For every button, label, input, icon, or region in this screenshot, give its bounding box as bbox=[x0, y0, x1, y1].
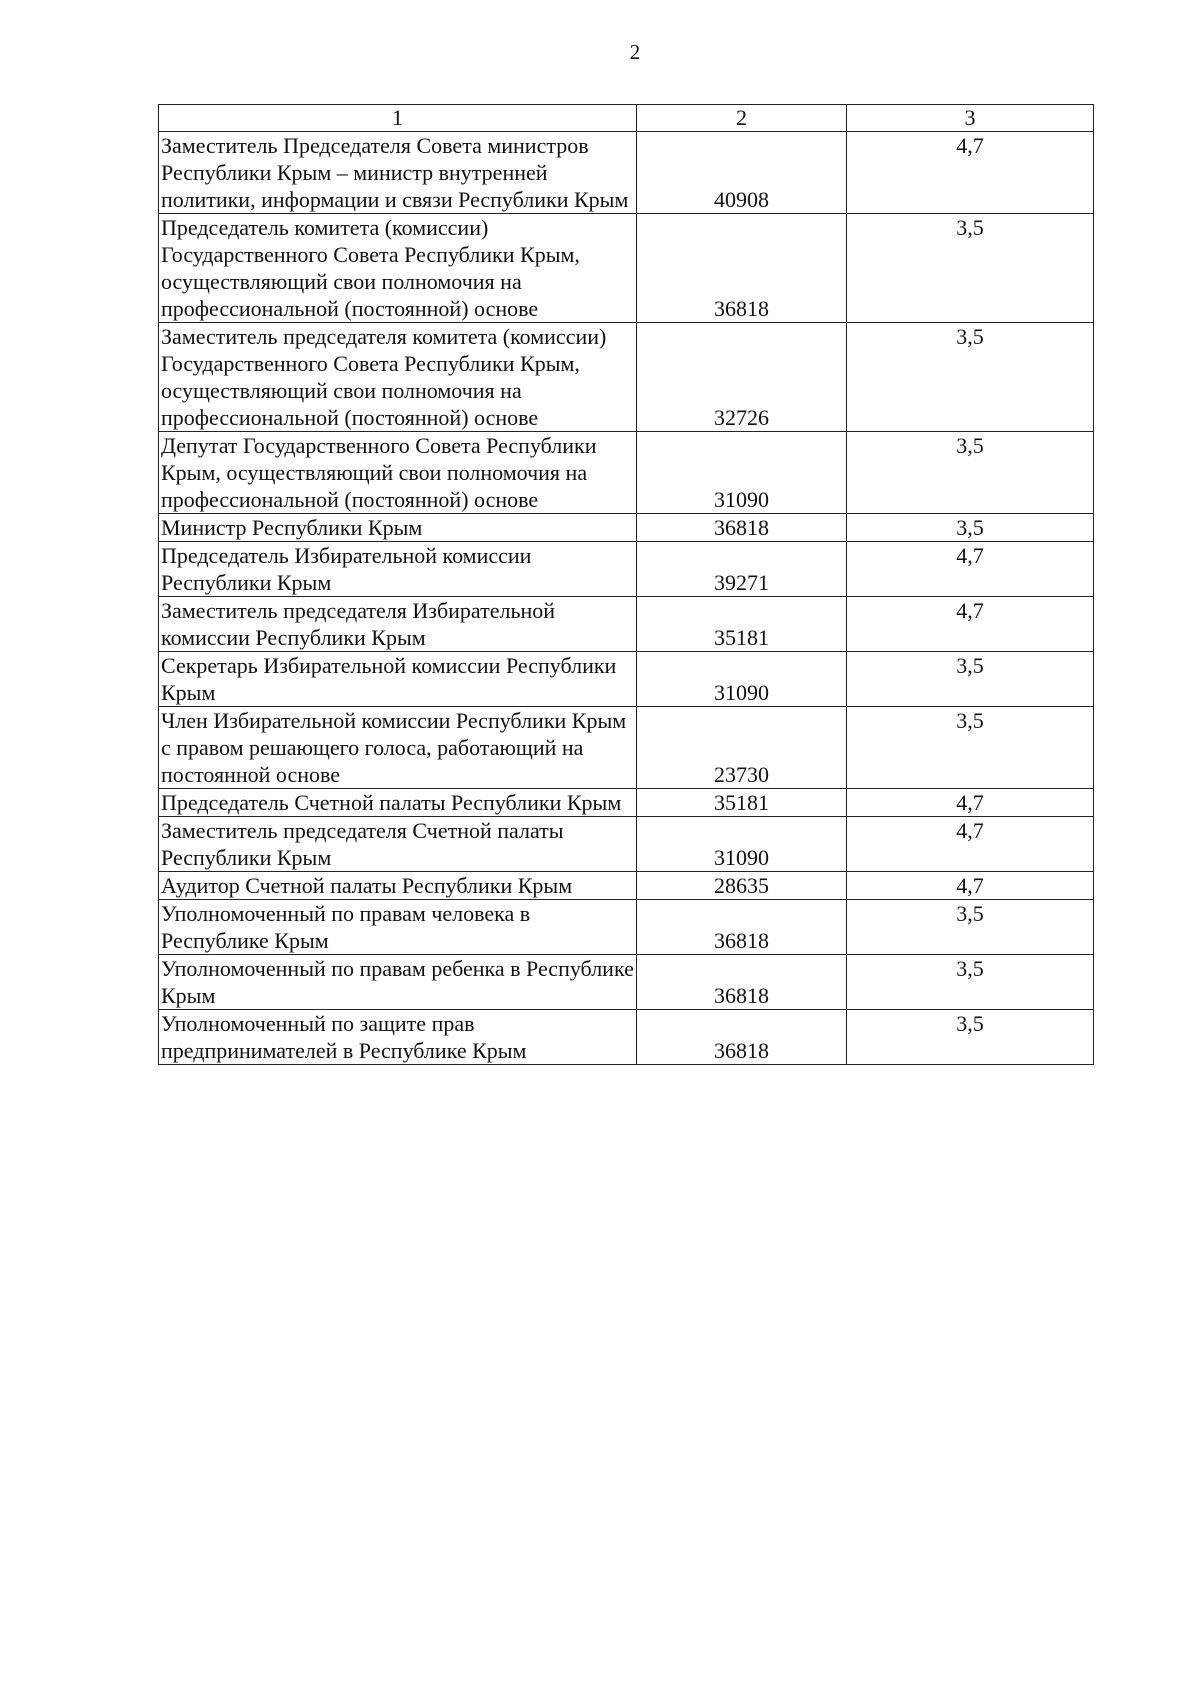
salary-value: 36818 bbox=[637, 514, 847, 542]
coefficient-value: 4,7 bbox=[847, 872, 1094, 900]
coefficient-value: 4,7 bbox=[847, 542, 1094, 597]
position-title: Уполномоченный по защите прав предпринимателей в Республике Крым bbox=[159, 1010, 637, 1065]
table-row bbox=[159, 542, 1094, 597]
coefficient-value: 3,5 bbox=[847, 323, 1094, 432]
salary-value: 39271 bbox=[637, 542, 847, 597]
table-row bbox=[159, 432, 1094, 514]
table-row bbox=[159, 872, 1094, 900]
table-row bbox=[159, 1010, 1094, 1065]
salary-value: 40908 bbox=[637, 132, 847, 214]
salary-value: 23730 bbox=[637, 707, 847, 789]
position-title: Председатель Счетной палаты Республики Крым bbox=[159, 789, 637, 817]
salary-value: 36818 bbox=[637, 1010, 847, 1065]
position-title: Уполномоченный по правам ребенка в Республике Крым bbox=[159, 955, 637, 1010]
position-title: Член Избирательной комиссии Республики Крым с правом решающего голоса, работающий на постоянной основе bbox=[159, 707, 637, 789]
salary-value: 31090 bbox=[637, 432, 847, 514]
position-title: Председатель Избирательной комиссии Республики Крым bbox=[159, 542, 637, 597]
position-title: Секретарь Избирательной комиссии Республики Крым bbox=[159, 652, 637, 707]
position-title: Председатель комитета (комиссии) Государственного Совета Республики Крым, осуществляющий свои полномочия на профессиональной (постоянной) основе bbox=[159, 214, 637, 323]
table-row bbox=[159, 323, 1094, 432]
coefficient-value: 3,5 bbox=[847, 900, 1094, 955]
coefficient-value: 3,5 bbox=[847, 514, 1094, 542]
position-title: Заместитель председателя Избирательной комиссии Республики Крым bbox=[159, 597, 637, 652]
coefficient-value: 4,7 bbox=[847, 597, 1094, 652]
position-title: Заместитель председателя Счетной палаты Республики Крым bbox=[159, 817, 637, 872]
salary-value: 35181 bbox=[637, 597, 847, 652]
page-number: 2 bbox=[629, 40, 641, 64]
position-title: Министр Республики Крым bbox=[159, 514, 637, 542]
salary-value: 31090 bbox=[637, 817, 847, 872]
coefficient-value: 3,5 bbox=[847, 707, 1094, 789]
column-header-1: 1 bbox=[159, 105, 637, 132]
table-row bbox=[159, 900, 1094, 955]
salary-value: 35181 bbox=[637, 789, 847, 817]
salary-value: 31090 bbox=[637, 652, 847, 707]
position-title: Аудитор Счетной палаты Республики Крым bbox=[159, 872, 637, 900]
table-row bbox=[159, 707, 1094, 789]
position-title: Уполномоченный по правам человека в Республике Крым bbox=[159, 900, 637, 955]
salary-value: 36818 bbox=[637, 955, 847, 1010]
salary-table bbox=[158, 104, 1094, 1065]
table-row bbox=[159, 789, 1094, 817]
table-row bbox=[159, 514, 1094, 542]
coefficient-value: 4,7 bbox=[847, 132, 1094, 214]
salary-value: 28635 bbox=[637, 872, 847, 900]
position-title: Заместитель Председателя Совета министров Республики Крым – министр внутренней политики, информации и связи Республики Крым bbox=[159, 132, 637, 214]
table-row bbox=[159, 214, 1094, 323]
coefficient-value: 3,5 bbox=[847, 955, 1094, 1010]
table-header-row bbox=[159, 105, 1094, 132]
coefficient-value: 3,5 bbox=[847, 432, 1094, 514]
column-header-2: 2 bbox=[637, 105, 847, 132]
table-row bbox=[159, 652, 1094, 707]
coefficient-value: 3,5 bbox=[847, 652, 1094, 707]
salary-value: 36818 bbox=[637, 214, 847, 323]
column-header-3: 3 bbox=[847, 105, 1094, 132]
position-title: Заместитель председателя комитета (комиссии) Государственного Совета Республики Крым, осуществляющий свои полномочия на профессиональной (постоянной) основе bbox=[159, 323, 637, 432]
table-row bbox=[159, 817, 1094, 872]
salary-value: 32726 bbox=[637, 323, 847, 432]
position-title: Депутат Государственного Совета Республики Крым, осуществляющий свои полномочия на профессиональной (постоянной) основе bbox=[159, 432, 637, 514]
table-row bbox=[159, 955, 1094, 1010]
table-row bbox=[159, 597, 1094, 652]
coefficient-value: 4,7 bbox=[847, 789, 1094, 817]
coefficient-value: 4,7 bbox=[847, 817, 1094, 872]
table-row bbox=[159, 132, 1094, 214]
salary-value: 36818 bbox=[637, 900, 847, 955]
coefficient-value: 3,5 bbox=[847, 214, 1094, 323]
coefficient-value: 3,5 bbox=[847, 1010, 1094, 1065]
